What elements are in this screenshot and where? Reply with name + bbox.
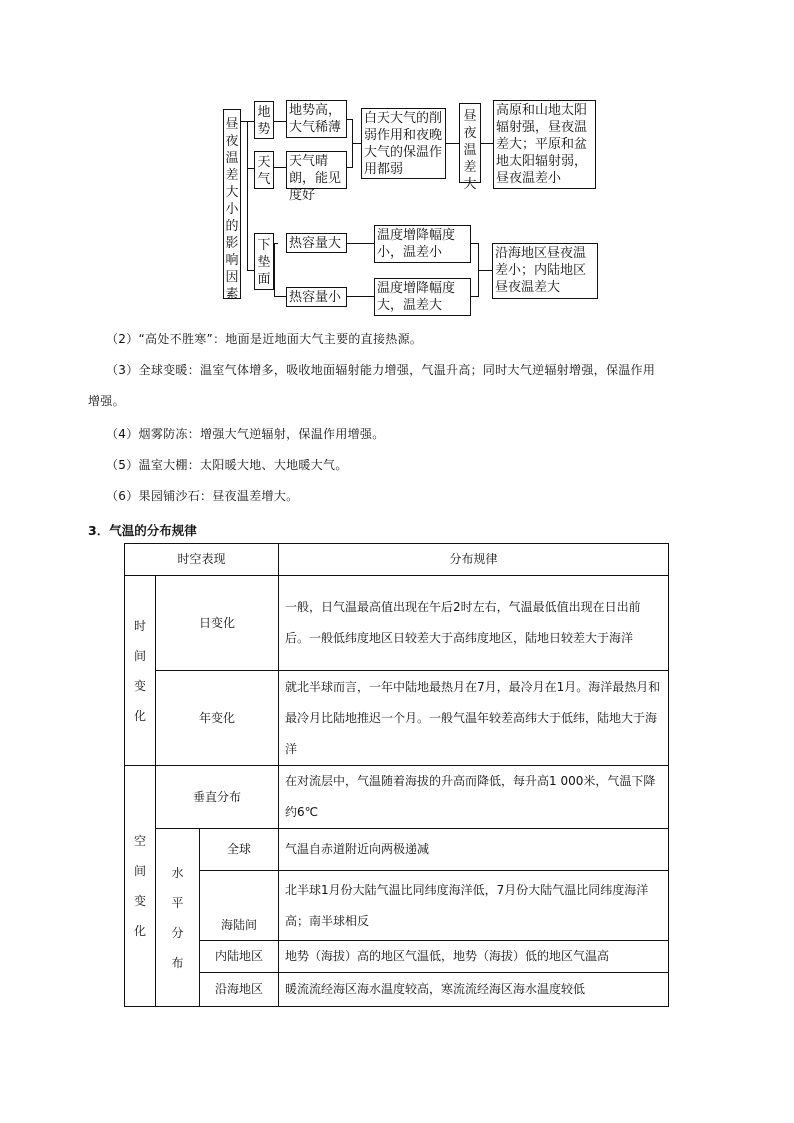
row-text: 地势（海拔）高的地区气温低，地势（海拔）低的地区气温高	[279, 941, 669, 973]
paragraph-greenhouse: （5）温室大棚：太阳暖大地、大地暖大气。	[106, 458, 348, 472]
paragraph-smoke-frost: （4）烟雾防冻：增强大气逆辐射，保温作用增强。	[106, 427, 385, 441]
result-text: 昼夜温差大	[463, 109, 477, 192]
row-text: 气温自赤道附近向两极递减	[279, 829, 669, 871]
table-row	[125, 671, 669, 766]
connector-line	[352, 143, 361, 144]
connector-line	[347, 243, 374, 244]
temperature-distribution-table	[124, 543, 669, 1007]
table-header-row	[125, 544, 669, 576]
row-label: 日变化	[156, 576, 279, 671]
table-row	[125, 829, 669, 871]
connector-line	[274, 296, 286, 297]
connector-line	[446, 143, 459, 144]
heat-capacity-large-box	[286, 233, 347, 253]
row-text: 暖流流经海区海水温度较高，寒流流经海区海水温度较低	[279, 973, 669, 1007]
terrain-factor-box	[254, 101, 274, 139]
table-row	[125, 941, 669, 973]
weather-detail-text: 天气晴朗，能见度好	[289, 154, 342, 203]
heat-capacity-small-box	[286, 287, 347, 307]
row-label: 垂直分布	[156, 766, 279, 829]
heat-capacity-small-text: 热容量小	[289, 290, 342, 305]
row-text: 北半球1月份大陆气温比同纬度海洋低，7月份大陆气温比同纬度海洋高；南半球相反	[279, 871, 669, 941]
mechanism-box	[361, 108, 446, 179]
terrain-detail-box	[286, 100, 347, 138]
connector-line	[274, 167, 286, 168]
connector-line	[247, 270, 254, 271]
connector-line	[478, 270, 492, 271]
terrain-factor-label: 地势	[257, 105, 271, 137]
row-text: 一般，日气温最高值出现在午后2时左右，气温最低值出现在日出前后。一般低纬度地区日较差大于高纬度地区，陆地日较差大于海洋	[279, 576, 669, 671]
terrain-example-box	[493, 100, 596, 189]
space-change-group	[125, 766, 156, 1007]
table-row	[125, 576, 669, 671]
terrain-detail-text: 地势高，大气稀薄	[289, 103, 342, 135]
paragraph-global-warming-cont: 增强。	[88, 394, 125, 408]
temp-change-small-text: 温度增降幅度小，温差小	[377, 228, 456, 260]
mechanism-text: 白天大气的削弱作用和夜晚大气的保温作用都弱	[364, 111, 443, 177]
connector-line	[471, 296, 479, 297]
table-row	[125, 871, 669, 941]
connector-line	[274, 243, 275, 297]
weather-factor-label: 天气	[257, 155, 271, 187]
weather-factor-box	[254, 151, 274, 189]
row-label: 沿海地区	[200, 973, 279, 1007]
time-change-group	[125, 576, 156, 766]
temp-change-large-text: 温度增降幅度大，温差大	[377, 281, 456, 313]
surface-factor-box	[254, 233, 274, 290]
connector-line	[347, 296, 374, 297]
terrain-example-text: 高原和山地太阳辐射强，昼夜温差大；平原和盆地太阳辐射弱，昼夜温差小	[496, 103, 588, 186]
paragraph-global-warming: （3）全球变暖：温室气体增多，吸收地面辐射能力增强，气温升高；同时大气逆辐射增强，保温作用	[106, 363, 656, 377]
connector-line	[274, 121, 286, 122]
root-factor-box	[223, 109, 241, 302]
coastal-inland-text: 沿海地区昼夜温差小；内陆地区昼夜温差大	[495, 246, 587, 295]
header-distribution: 分布规律	[279, 544, 669, 576]
influence-diagram	[0, 0, 794, 313]
surface-factor-label: 下垫面	[257, 238, 271, 287]
horizontal-group	[156, 829, 200, 1007]
paragraph-orchard-sand: （6）果园铺沙石：昼夜温差增大。	[106, 489, 299, 503]
row-label: 海陆间	[200, 871, 279, 941]
time-change-label: 时间变化	[134, 618, 147, 723]
header-time-space: 时空表现	[125, 544, 279, 576]
row-label: 内陆地区	[200, 941, 279, 973]
coastal-inland-box	[492, 243, 598, 299]
table-row	[125, 766, 669, 829]
connector-line	[347, 167, 353, 168]
connector-line	[247, 121, 248, 271]
table-row	[125, 973, 669, 1007]
temp-change-small-box	[374, 225, 471, 263]
weather-detail-box	[286, 151, 347, 203]
temp-change-large-box	[374, 278, 471, 316]
row-label: 全球	[200, 829, 279, 871]
space-change-label: 空间变化	[134, 834, 147, 938]
horizontal-label: 水平分布	[171, 865, 184, 970]
paragraph-high-cold: （2）“高处不胜寒”：地面是近地面大气主要的直接热源。	[106, 332, 423, 346]
row-label: 年变化	[156, 671, 279, 766]
connector-line	[481, 143, 493, 144]
row-text: 就北半球而言，一年中陆地最热月在7月，最冷月在1月。海洋最热月和最冷月比陆地推迟一个月。一般气温年较差高纬大于低纬，陆地大于海洋	[279, 671, 669, 766]
section-title: 3．气温的分布规律	[88, 523, 197, 538]
connector-line	[247, 168, 254, 169]
row-text: 在对流层中，气温随着海拔的升高而降低，每升高1 000米，气温下降约6℃	[279, 766, 669, 829]
root-factor-label: 昼夜温差大小的影响因素	[225, 117, 239, 302]
heat-capacity-large-text: 热容量大	[289, 236, 342, 251]
result-box	[459, 103, 481, 192]
